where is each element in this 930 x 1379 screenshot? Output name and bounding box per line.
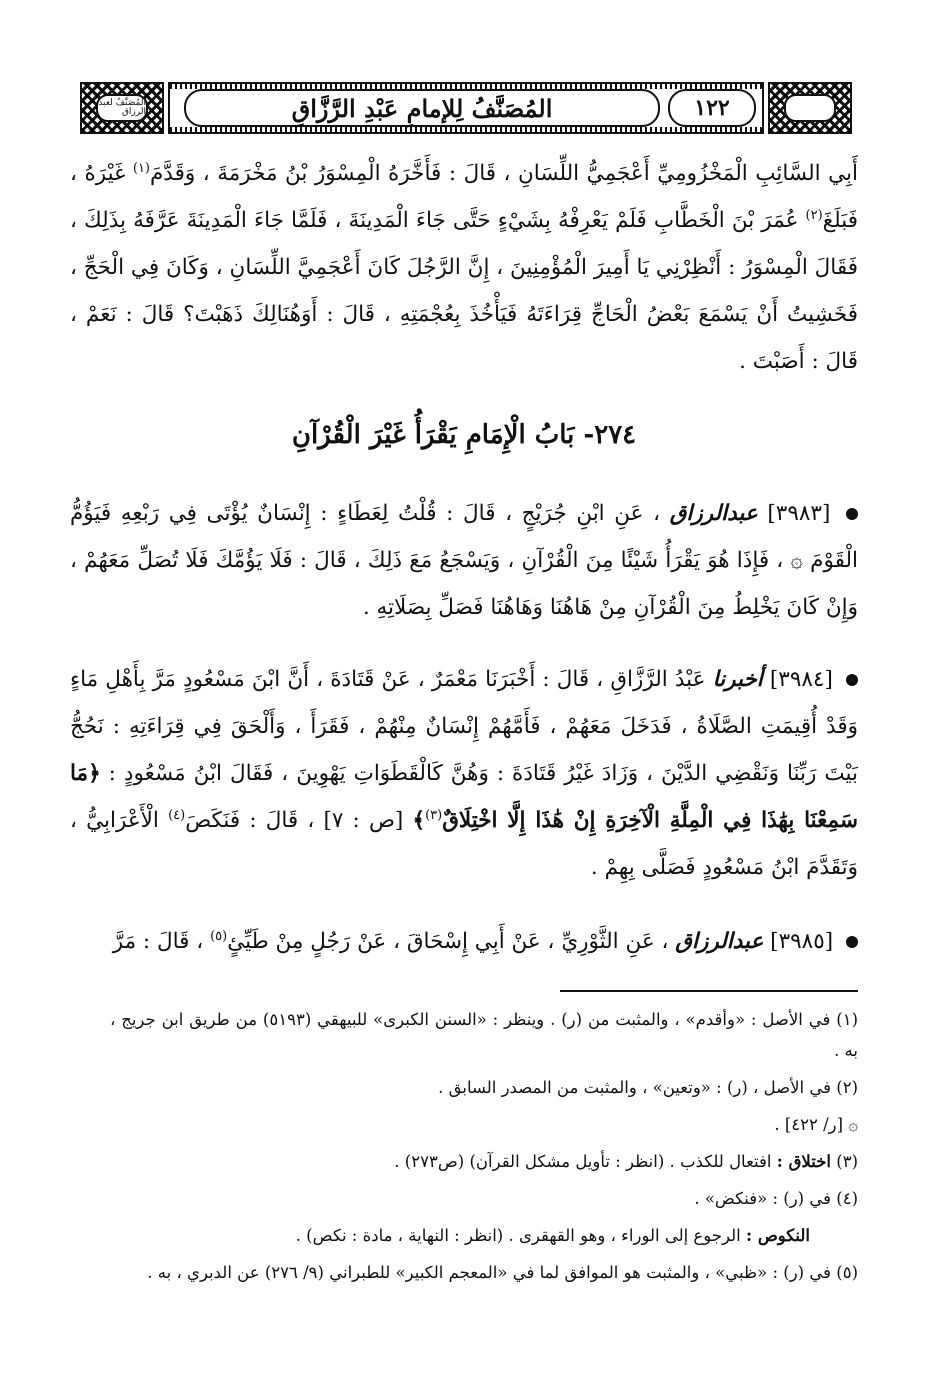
header-title-frame [184,89,660,127]
hadith-entry-3984 [70,656,858,891]
bullet-icon [846,674,858,686]
footnote-text: الرجوع إلى الوراء ، وهو القهقرى . (انظر : النهاية ، مادة : نكص) . [295,1226,741,1245]
header-right-ornament [768,82,852,134]
intro-line-1: أَبِي السَّائِبِ الْمَخْزُومِيِّ أَعْجَمِيُّ اللِّسَانِ ، قَالَ : فَأَخَّرَهُ الْمِسْوَرُ بْنُ مَخْرَمَةَ ، وَقَدَّمَ [150,161,858,186]
footnote-1 [110,1004,858,1066]
header-logo [96,94,148,122]
footnote-label: (٣) [836,1152,858,1171]
entry-text-end: الْأَعْرَابِيُّ ، وَتَقَدَّمَ ابْنُ مَسْعُودٍ فَصَلَّى بِهِمْ . [70,808,858,880]
hadith-entry-3983 [70,490,858,631]
entry-narrator: أخبرنا [712,667,763,692]
header-right-ornament-inner [784,94,836,122]
header-title-band [168,82,764,134]
entry-text-continued: ، قَالَ : فَنَكَصَ [185,808,315,833]
entry-text: ، عَنِ الثَّوْرِيِّ ، عَنْ أَبِي إِسْحَاقَ ، عَنْ رَجُلٍ مِنْ طَيِّئٍ [227,929,669,954]
bullet-icon [846,508,858,520]
entry-text: ، عَنِ ابْنِ جُرَيْجٍ ، قَالَ : قُلْتُ لِعَطَاءٍ : إِنْسَانٌ يُؤْتَى فِي رَبْعِهِ فَيَؤُمُّ الْقَوْمَ [70,501,858,573]
entry-text-continued: ، فَإِذَا هُوَ يَقْرَأُ شَيْئًا مِنَ الْقُرْآنِ ، وَيَسْجَعُ مَعَ ذَلِكَ ، قَالَ : فَلَا يَؤُمَّكَ فَلَا تُصَلِّ مَعَهُمْ ، وَإِنْ كَانَ يَخْلِطُ مِنَ الْقُرْآنِ مِنْ هَاهُنَا وَهَاهُنَا فَصَلِّ بِصَلَاتِهِ . [70,548,858,620]
entry-number: [٣٩٨٣] [767,501,831,526]
footnote-2 [110,1072,858,1103]
intro-text [70,150,858,385]
verse-reference: [ص : ٧] [323,808,404,833]
footnote-5 [110,1257,858,1288]
hadith-entry-3985 [70,918,858,965]
entry-number: [٣٩٨٥] [770,929,834,954]
bullet-icon [846,936,858,948]
footnote-ref-1[interactable]: (١) [132,160,150,176]
intro-line-3: عُمَرَ بْنَ الْخَطَّابِ فَلَمْ يَعْرِفْهُ بِشَيْءٍ حَتَّى جَاءَ الْمَدِينَةَ ، فَلَمَّا جَاءَ الْمَدِينَةَ عَرَّفَهُ بِذَلِكَ ، فَقَالَ الْمِسْوَرُ : أَنْظِرْنِي يَا أَمِيرَ الْمُؤْمِنِينَ ، إِنَّ الرَّجُلَ كَانَ أَعْجَمِيَّ اللِّسَانِ ، وَكَانَ فِي الْحَجِّ ، فَخَشِيتُ أَنْ يَسْمَعَ بَعْضُ الْحَاجِّ قِرَاءَتَهُ فَيَأْخُذَ بِعُجْمَتِهِ ، قَالَ : أَوَهُنَالِكَ ذَهَبْتَ؟ قَالَ : نَعَمْ ، قَالَ : أَصَبْتَ . [70,208,858,374]
footnote-label: ۞ [848,1115,858,1134]
intro-paragraph [70,150,858,385]
quran-verse: ﴿مَا سَمِعْنَا بِهَٰذَا فِي الْمِلَّةِ الْآخِرَةِ إِنْ هَٰذَا إِلَّا اخْتِلَاقٌ [70,761,858,833]
footnotes [110,1004,858,1294]
header-logo-ornament [80,82,164,134]
quran-verse-close: ﴾ [412,808,426,833]
book-title: المُصَنَّفُ لِلإمامِ عَبْدِ الرَّزَّاقِ [291,93,553,123]
page-marker-icon: ۞ [790,548,804,573]
footnote-label: (٢) [836,1078,858,1097]
footnote-text: افتعال للكذب . (انظر : تأويل مشكل القرآن) (ص٢٧٣) . [394,1152,772,1171]
footnote-divider [560,990,858,992]
page-header [80,80,852,136]
footnote-label: (٥) [836,1263,858,1282]
footnote-term: اختلاق : [776,1152,831,1171]
entry-narrator: عبدالرزاق [669,501,758,526]
footnote-text: في الأصل : «وأقدم» ، والمثبت من (ر) . وينظر : «السنن الكبرى» للبيهقي (٥١٩٣) من طريق ابن جريج ، به . [110,1010,858,1060]
footnote-text: في الأصل ، (ر) : «وتعين» ، والمثبت من المصدر السابق . [438,1078,831,1097]
footnote-ref-4[interactable]: (٤) [168,807,186,823]
footnote-4-definition [110,1220,858,1251]
footnote-text: في (ر) : «ظبي» ، والمثبت هو الموافق لما في «المعجم الكبير» للطبراني (٩/ ٢٧٦) عن الدبري ، به . [147,1263,831,1282]
footnote-label: (٤) [836,1189,858,1208]
footnote-label: (١) [836,1010,858,1029]
header-logo-text: المُصَنَّفُ لعبد الرزاق [98,98,146,117]
entry-text: عَبْدُ الرَّزَّاقِ ، قَالَ : أَخْبَرَنَا مَعْمَرٌ ، عَنْ قَتَادَةَ ، أَنَّ ابْنَ مَسْعُودٍ مَرَّ بِأَهْلِ مَاءٍ وَقَدْ أُقِيمَتِ الصَّلَاةُ ، فَدَخَلَ مَعَهُمْ ، فَأَمَّهُمْ إِنْسَانٌ مِنْهُمْ ، فَقَرَأَ ، وَأَلْحَقَ فِي قِرَاءَتِهِ : نَحُجُّ بَيْتَ رَبِّنَا وَنَقْضِي الدَّيْنَ ، وَزَادَ غَيْرُ قَتَادَةَ : وَهُنَّ كَالْقَطَوَاتِ يَهْوِينَ ، فَقَالَ ابْنُ مَسْعُودٍ : [70,667,858,786]
footnote-3 [110,1146,858,1177]
footnote-text: في (ر) : «فنكض» . [694,1189,831,1208]
footnote-4 [110,1183,858,1214]
chapter-heading: ٢٧٤- بَابُ الْإِمَامِ يَقْرَأُ غَيْرَ الْقُرْآنِ [291,420,637,450]
intro-line-2: غَيْرَهُ ، فَبَلَغَ [70,161,858,233]
entry-narrator: عبدالرزاق [675,929,764,954]
entry-number: [٣٩٨٤] [769,667,833,692]
footnote-text: [ر/ ٤٢٢] . [774,1115,844,1134]
footnote-page-marker [110,1109,858,1140]
footnote-ref-5[interactable]: (٥) [210,928,228,944]
footnote-ref-2[interactable]: (٢) [805,207,823,223]
footnote-ref-3[interactable]: (٣) [425,807,443,823]
footnote-term: النكوص : [745,1226,810,1245]
entry-text-continued: ، قَالَ : مَرَّ [112,929,204,954]
page-number: ١٢٢ [668,89,756,127]
